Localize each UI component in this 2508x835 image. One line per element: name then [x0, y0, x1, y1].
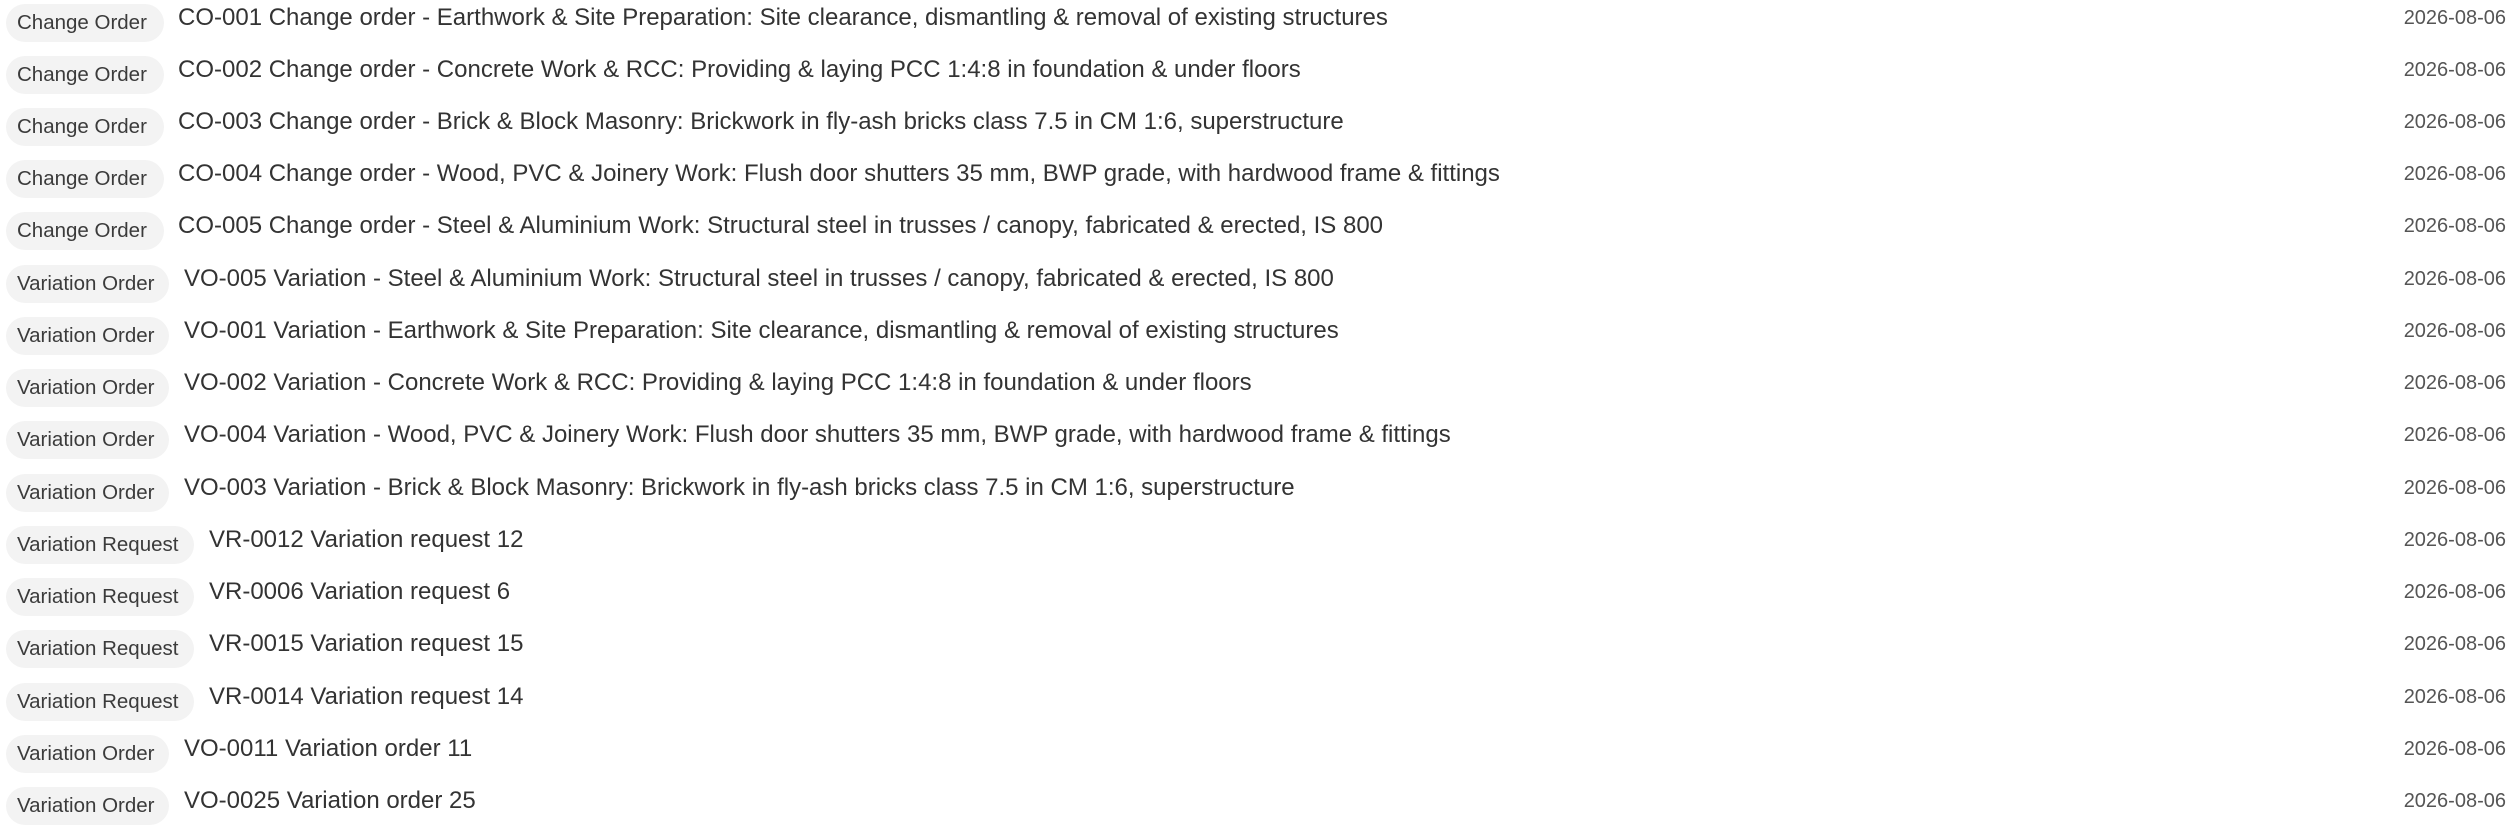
- list-item[interactable]: [0, 731, 2508, 783]
- list-item[interactable]: [0, 0, 2508, 52]
- list-item[interactable]: [0, 783, 2508, 835]
- item-title[interactable]: VO-004 Variation - Wood, PVC & Joinery Work: Flush door shutters 35 mm, BWP grade, with hardwood frame & fittings: [184, 421, 1451, 448]
- type-badge: Variation Request: [6, 630, 194, 668]
- type-badge: Variation Request: [6, 683, 194, 721]
- list-item[interactable]: [0, 365, 2508, 417]
- type-badge: Change Order: [6, 160, 164, 198]
- item-title[interactable]: VR-0012 Variation request 12: [209, 526, 524, 553]
- type-badge: Variation Order: [6, 735, 169, 773]
- type-badge: Variation Request: [6, 526, 194, 564]
- list-item[interactable]: [0, 261, 2508, 313]
- type-badge: Variation Order: [6, 474, 169, 512]
- item-title[interactable]: VR-0006 Variation request 6: [209, 578, 511, 605]
- item-date: 2026-08-06: [2403, 738, 2506, 760]
- item-date: 2026-08-06: [2403, 268, 2506, 290]
- type-badge: Change Order: [6, 108, 164, 146]
- item-title[interactable]: VO-001 Variation - Earthwork & Site Preparation: Site clearance, dismantling & removal of existing structures: [184, 317, 1339, 344]
- list-item[interactable]: [0, 522, 2508, 574]
- item-date: 2026-08-06: [2403, 790, 2506, 812]
- item-date: 2026-08-06: [2403, 477, 2506, 499]
- type-badge: Variation Request: [6, 578, 194, 616]
- type-badge: Change Order: [6, 56, 164, 94]
- item-date: 2026-08-06: [2403, 163, 2506, 185]
- type-badge: Variation Order: [6, 421, 169, 459]
- list-item[interactable]: [0, 679, 2508, 731]
- type-badge: Variation Order: [6, 317, 169, 355]
- item-title[interactable]: CO-002 Change order - Concrete Work & RCC: Providing & laying PCC 1:4:8 in foundation & under floors: [178, 56, 1301, 83]
- item-title[interactable]: VR-0014 Variation request 14: [209, 683, 524, 710]
- list-item[interactable]: [0, 626, 2508, 678]
- item-title[interactable]: CO-001 Change order - Earthwork & Site Preparation: Site clearance, dismantling & removal of existing structures: [178, 4, 1388, 31]
- list-item[interactable]: [0, 313, 2508, 365]
- list-item[interactable]: [0, 470, 2508, 522]
- item-title[interactable]: VR-0015 Variation request 15: [209, 630, 524, 657]
- item-date: 2026-08-06: [2403, 59, 2506, 81]
- item-title[interactable]: VO-002 Variation - Concrete Work & RCC: Providing & laying PCC 1:4:8 in foundation & under floors: [184, 369, 1252, 396]
- item-date: 2026-08-06: [2403, 372, 2506, 394]
- item-date: 2026-08-06: [2403, 111, 2506, 133]
- item-title[interactable]: VO-0025 Variation order 25: [184, 787, 476, 814]
- list-item[interactable]: [0, 574, 2508, 626]
- item-date: 2026-08-06: [2403, 320, 2506, 342]
- type-badge: Variation Order: [6, 265, 169, 303]
- list-item[interactable]: [0, 104, 2508, 156]
- item-title[interactable]: VO-0011 Variation order 11: [184, 735, 473, 762]
- type-badge: Change Order: [6, 4, 164, 42]
- item-date: 2026-08-06: [2403, 7, 2506, 29]
- list-item[interactable]: [0, 208, 2508, 260]
- item-date: 2026-08-06: [2403, 686, 2506, 708]
- type-badge: Variation Order: [6, 369, 169, 407]
- item-date: 2026-08-06: [2403, 581, 2506, 603]
- item-title[interactable]: CO-005 Change order - Steel & Aluminium Work: Structural steel in trusses / canopy, fabricated & erected, IS 800: [178, 212, 1384, 239]
- list-item[interactable]: [0, 156, 2508, 208]
- list-item[interactable]: [0, 417, 2508, 469]
- item-title[interactable]: VO-003 Variation - Brick & Block Masonry: Brickwork in fly-ash bricks class 7.5 in CM 1:6, superstructure: [184, 474, 1295, 501]
- item-title[interactable]: VO-005 Variation - Steel & Aluminium Work: Structural steel in trusses / canopy, fabricated & erected, IS 800: [184, 265, 1334, 292]
- item-title[interactable]: CO-003 Change order - Brick & Block Masonry: Brickwork in fly-ash bricks class 7.5 in CM 1:6, superstructure: [178, 108, 1344, 135]
- item-date: 2026-08-06: [2403, 215, 2506, 237]
- type-badge: Variation Order: [6, 787, 169, 825]
- item-date: 2026-08-06: [2403, 633, 2506, 655]
- type-badge: Change Order: [6, 212, 164, 250]
- list-item[interactable]: [0, 52, 2508, 104]
- item-date: 2026-08-06: [2403, 529, 2506, 551]
- item-date: 2026-08-06: [2403, 424, 2506, 446]
- item-title[interactable]: CO-004 Change order - Wood, PVC & Joinery Work: Flush door shutters 35 mm, BWP grade, with hardwood frame & fittings: [178, 160, 1500, 187]
